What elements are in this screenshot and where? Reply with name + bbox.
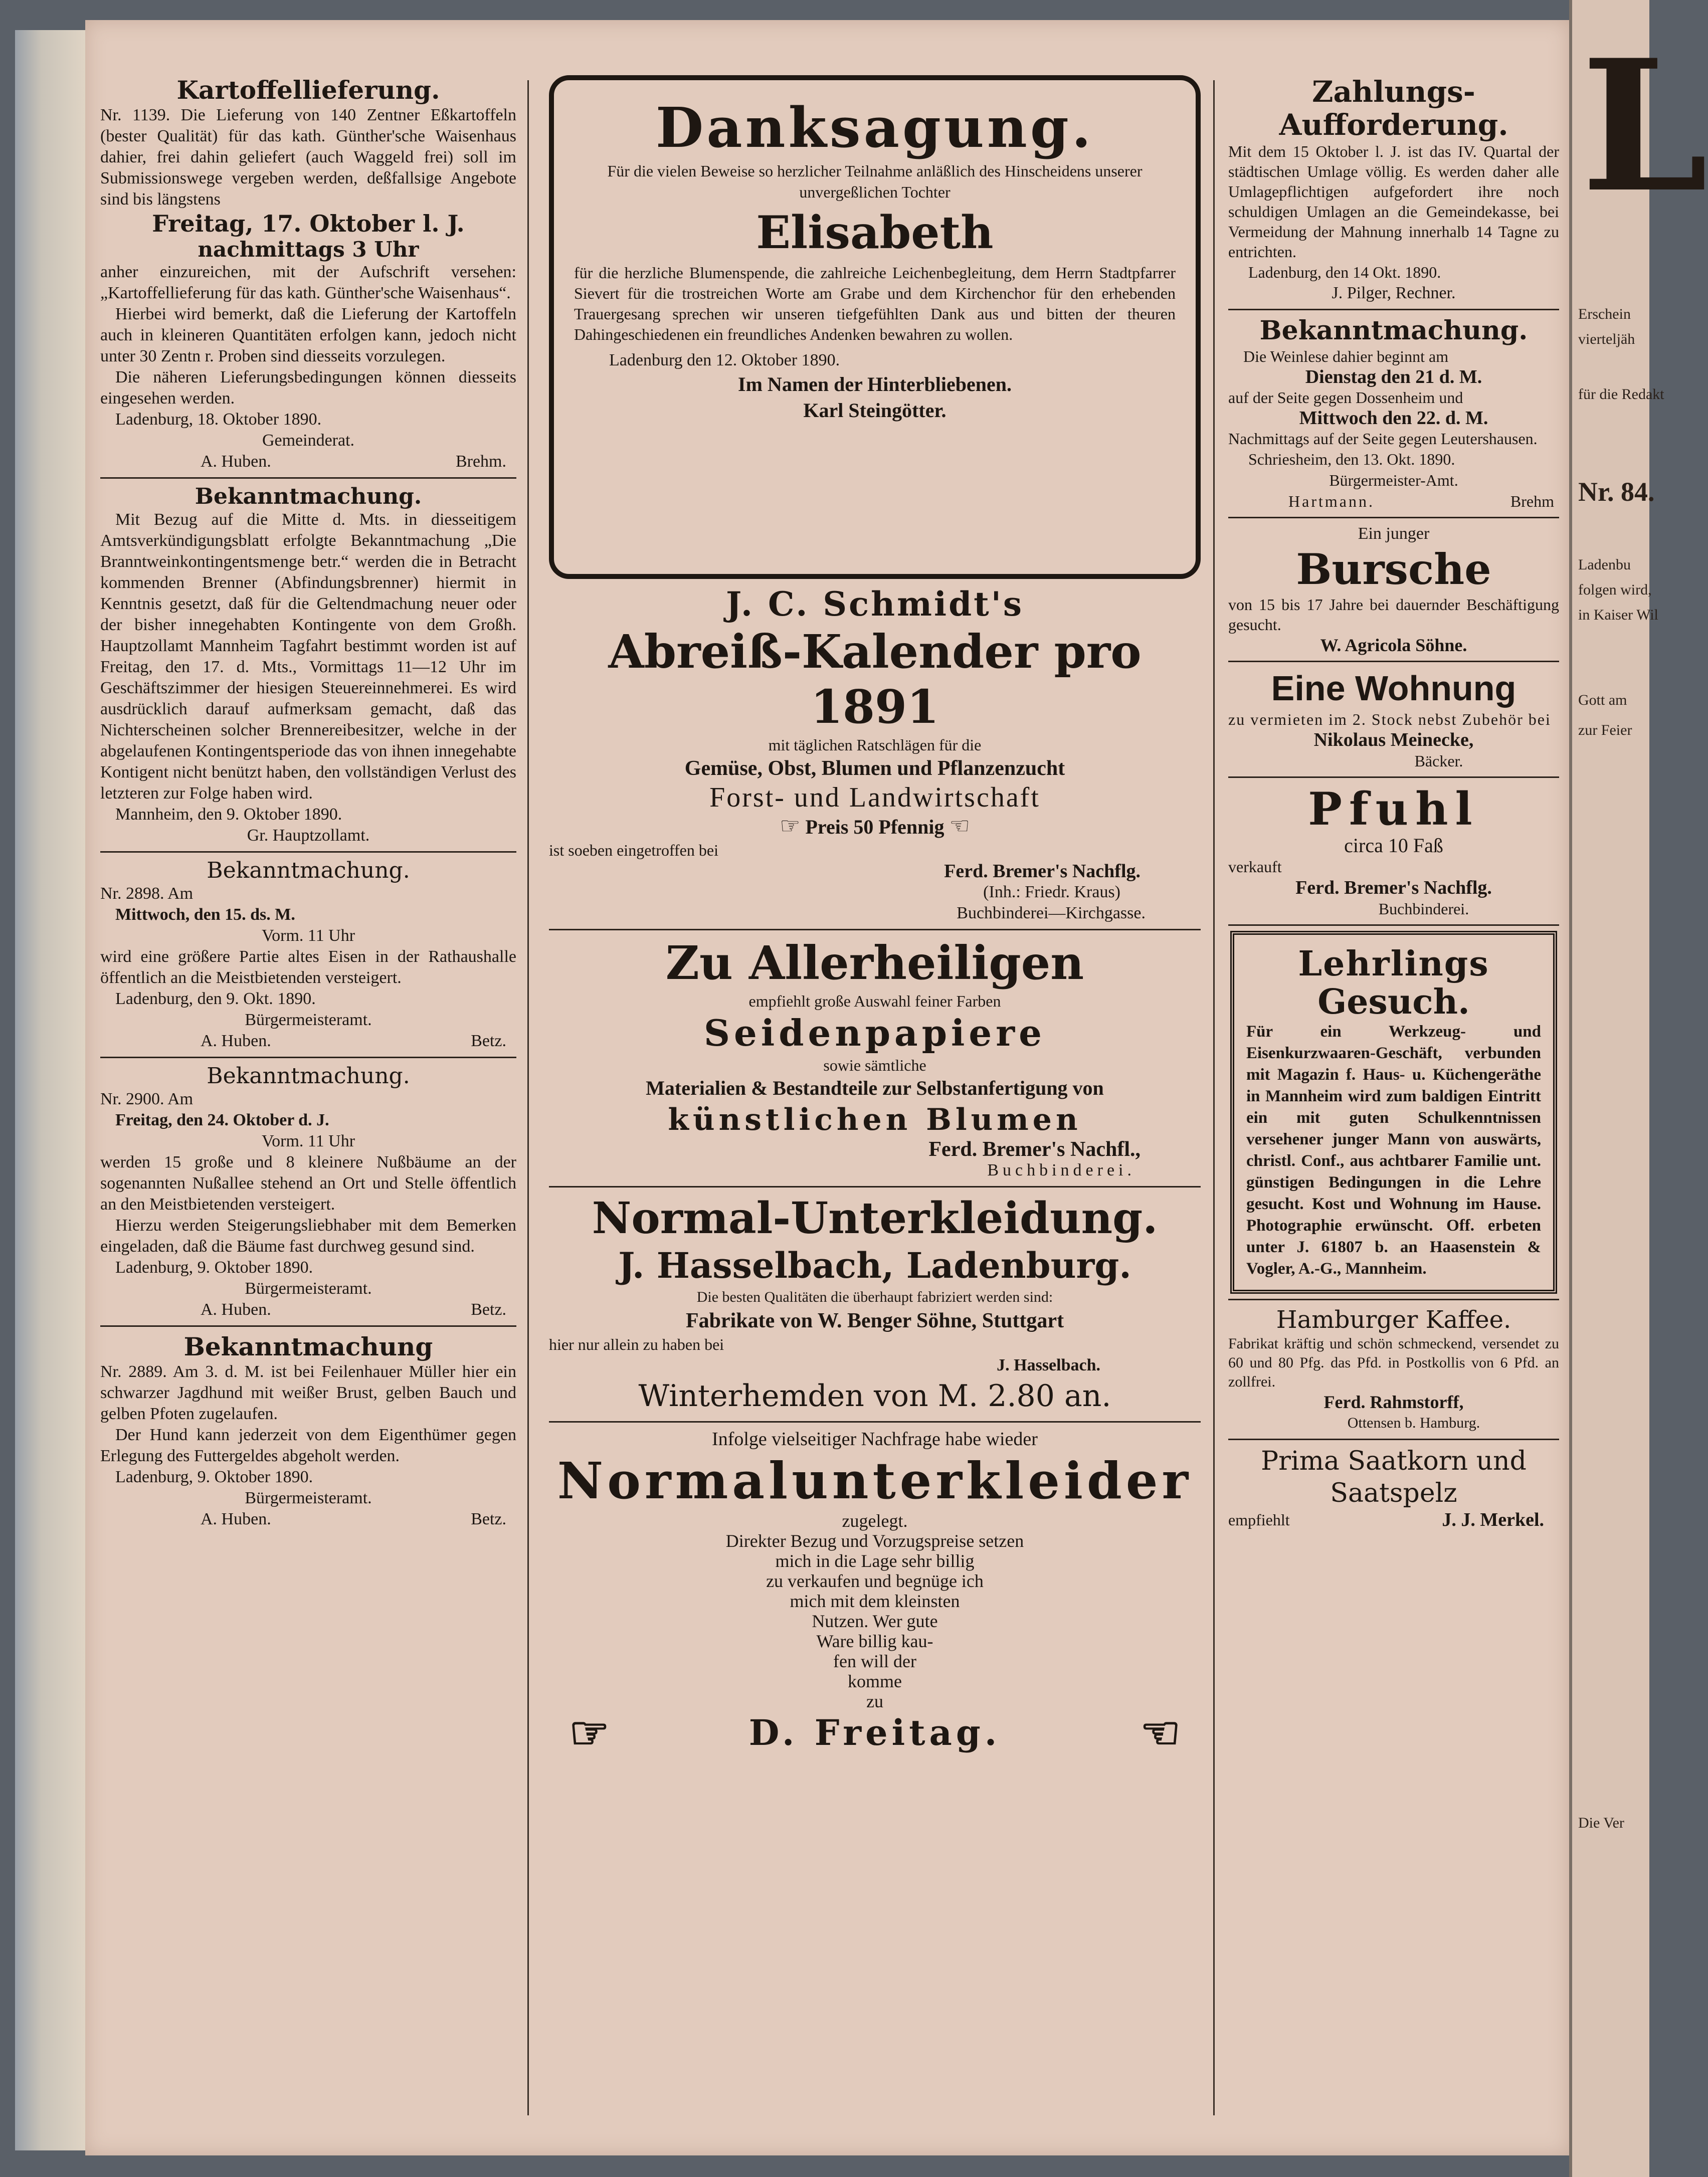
bek2-nr: Nr. 2898. Am (100, 884, 194, 903)
bek2-sign-left: A. Huben. (201, 1032, 271, 1050)
saatkorn-name: J. J. Merkel. (1442, 1509, 1544, 1530)
divider (549, 1421, 1201, 1423)
pointing-hand-right-icon: ☞ (780, 813, 801, 839)
bek3-date: Freitag, den 24. Oktober d. J. (115, 1111, 329, 1129)
divider (1228, 661, 1559, 662)
danksagung-ad (549, 75, 1201, 579)
normal-line3: hier nur allein zu haben bei (549, 1335, 724, 1353)
kaffee-title: Hamburger Kaffee. (1276, 1306, 1511, 1334)
kalender-price-row (549, 814, 1201, 840)
weinlese-place: Schriesheim, den 13. Okt. 1890. (1248, 450, 1455, 468)
allerheiligen-line2: sowie sämtliche (823, 1056, 926, 1074)
kalender-price: Preis 50 Pfennig (805, 816, 944, 838)
bek3-sign-right: Betz. (471, 1300, 506, 1319)
bek4-authority: Bürgermeisteramt. (245, 1489, 372, 1507)
divider (100, 1325, 516, 1327)
saatkorn-footer (1228, 1509, 1559, 1530)
kalender-firm: J. C. Schmidt's (725, 584, 1024, 624)
next-page-masthead-letter: L (1581, 20, 1708, 232)
next-page-fragment: Nr. 84. (1578, 477, 1655, 507)
pfuhl-title: Pfuhl (1308, 782, 1479, 836)
dank-title: Danksagung. (655, 95, 1094, 160)
bek3-sign-left: A. Huben. (201, 1300, 271, 1319)
freitag-line: zugelegt. (842, 1511, 908, 1531)
bek4-body2: Der Hund kann jederzeit von dem Eigenthümer gegen Erlegung des Futtergeldes abgeholt werden. (100, 1426, 516, 1465)
kartoffel-title: Kartoffellieferung. (176, 75, 440, 105)
bek2-time: Vorm. 11 Uhr (261, 926, 355, 945)
dank-signer: Karl Steingötter. (803, 399, 946, 422)
middle-column (549, 75, 1201, 1759)
zahlung-body: Mit dem 15 Oktober l. J. ist das IV. Quartal der städtischen Umlage völlig. Es werden daher alle Umlagepflichtigen aufgefordert ihre noch schuldigen Umlagen an die Gemeindekasse, bei Vermeidung der Mahnung innerhalb 14 Tagne zu entrichten. (1228, 142, 1559, 261)
wohnung-name: Nikolaus Meinecke, (1313, 729, 1474, 750)
pfuhl-verkauft: verkauft (1228, 858, 1282, 876)
allerheiligen-line3: Materialien & Bestandteile zur Selbstanfertigung von (646, 1077, 1104, 1099)
bek1-authority: Gr. Hauptzollamt. (247, 826, 370, 845)
bek2-sign-right: Betz. (471, 1032, 506, 1050)
kartoffel-authority: Gemeinderat. (262, 431, 355, 450)
freitag-firm-row (549, 1706, 1201, 1759)
kalender-shop: Buchbinderei—Kirchgasse. (957, 904, 1146, 922)
saatkorn-title2: Saatspelz (1330, 1478, 1457, 1508)
bursche-title: Bursche (1296, 544, 1491, 594)
bursche-body: von 15 bis 17 Jahre bei dauernder Beschäftigung gesucht. (1228, 596, 1559, 634)
bursche-firm: W. Agricola Söhne. (1320, 635, 1467, 655)
freitag-line: zu verkaufen und begnüge ich (766, 1571, 984, 1591)
column-rule-left (527, 80, 529, 2115)
next-page-fragment: Ladenbu (1578, 556, 1631, 573)
wohnung-trade: Bäcker. (1414, 752, 1463, 770)
weinlese-line3: Nachmittags auf der Seite gegen Leutershausen. (1228, 430, 1538, 448)
bek3-place: Ladenburg, 9. Oktober 1890. (115, 1258, 313, 1277)
kaffee-place: Ottensen b. Hamburg. (1347, 1415, 1480, 1431)
zahlung-title1: Zahlungs- (1312, 75, 1475, 109)
kalender-line2: Gemüse, Obst, Blumen und Pflanzenzucht (684, 757, 1065, 780)
divider (100, 1057, 516, 1058)
bek1-body: Mit Bezug auf die Mitte d. Mts. in diesseitigem Amtsverkündigungsblatt erfolgte Bekanntmachung „Die Branntweinkontingentsmenge betr.“ werden die in Betracht kommenden Brenner (Abfindungsbrenner) hiermit in Kenntnis gesetzt, daß für die Geltendmachung neuer oder der bisher innegehabten Kontingente von dem Großh. Hauptzollamt Mannheim Tagfahrt bestimmt worden ist auf Freitag, den 17. d. Mts., Vormittags 11—12 Uhr im Geschäftszimmer der hiesigen Steuereinnehmerei. Es wird ausdrücklich darauf aufmerksam gemacht, daß das Nichterscheinen solcher Brennereibesitzer, welche in der abgelaufenen Kontingentsperiode das von ihnen innegehabte Kontigent nicht benützt haben, den vollständigen Verlust des letzteren zur Folge haben wird. (100, 510, 516, 803)
next-page-fragment: vierteljäh (1578, 331, 1635, 347)
bek4-signatures (100, 1509, 516, 1530)
bek3-authority: Bürgermeisteramt. (245, 1279, 372, 1298)
weinlese-authority: Bürgermeister-Amt. (1329, 471, 1458, 489)
bek1-title: Bekanntmachung. (195, 484, 422, 509)
bek2-signatures (100, 1031, 516, 1052)
allerheiligen-shop: Buchbinderei. (987, 1161, 1135, 1179)
kalender-seller: Ferd. Bremer's Nachflg. (944, 861, 1141, 882)
weinlese-title: Bekanntmachung. (1259, 315, 1528, 346)
allerheiligen-product: Seidenpapiere (704, 1012, 1046, 1054)
dank-body: für die herzliche Blumenspende, die zahlreiche Leichenbegleitung, dem Herrn Stadtpfarrer Sievert für die trostreichen Worte am Grabe und dem Kirchenchor für den erhebenden Trauergesang sprechen wir unseren tiefgefühlten Dank aus und bitten der theuren Dahingeschiedenen ein freundliches Andenken bewahren zu wollen. (574, 264, 1176, 343)
freitag-title: Normalunterkleider (557, 1451, 1193, 1510)
freitag-line: Direkter Bezug und Vorzugspreise setzen (725, 1531, 1024, 1551)
next-page-fragment: für die Redakt (1578, 386, 1664, 403)
divider (100, 477, 516, 479)
weinlese-line2: auf der Seite gegen Dossenheim und (1228, 388, 1463, 407)
freitag-line: mich in die Lage sehr billig (775, 1551, 975, 1571)
bursche-intro: Ein junger (1358, 524, 1430, 543)
kartoffel-sign-left: A. Huben. (201, 452, 271, 471)
pfuhl-seller: Ferd. Bremer's Nachflg. (1295, 877, 1492, 898)
next-page-fragment: Die Ver (1578, 1815, 1624, 1831)
weinlese-sign-right: Brehm (1510, 492, 1554, 510)
kaffee-name: Ferd. Rahmstorff, (1323, 1392, 1464, 1412)
weinlese-signatures (1228, 491, 1559, 512)
freitag-line: Nutzen. Wer gute (812, 1611, 938, 1631)
kartoffel-place: Ladenburg, 18. Oktober 1890. (115, 410, 322, 429)
allerheiligen-ad (549, 935, 1201, 1181)
pointing-hand-left-icon: ☜ (949, 813, 970, 839)
divider (549, 929, 1201, 930)
freitag-line: Ware billig kau- (816, 1631, 933, 1651)
normal-offer: Winterhemden von M. 2.80 an. (638, 1378, 1111, 1414)
lehrling-title2: Gesuch. (1317, 982, 1470, 1022)
divider (1228, 776, 1559, 778)
freitag-line: mich mit dem kleinsten (790, 1591, 960, 1611)
zahlung-place: Ladenburg, den 14 Okt. 1890. (1248, 263, 1441, 281)
divider (1228, 309, 1559, 310)
allerheiligen-seller: Ferd. Bremer's Nachfl., (928, 1138, 1141, 1161)
eisen-notice (100, 858, 516, 1052)
bursche-ad (1228, 523, 1559, 656)
lehrling-title1: Lehrlings (1298, 944, 1489, 984)
weinlese-date2: Mittwoch den 22. d. M. (1299, 408, 1488, 429)
kartoffel-body4: Die näheren Lieferungsbedingungen können diesseits eingesehen werden. (100, 368, 516, 408)
divider (549, 1186, 1201, 1188)
divider (1228, 517, 1559, 518)
hund-notice (100, 1332, 516, 1530)
kalender-line3: Forst- und Landwirtschaft (709, 782, 1040, 813)
bek3-time: Vorm. 11 Uhr (261, 1132, 355, 1150)
left-column (100, 75, 516, 1530)
pointing-hand-right-icon: ☞ (569, 1706, 610, 1759)
lehrling-ad (1230, 931, 1557, 1294)
bek2-body: wird eine größere Partie altes Eisen in der Rathaushalle öffentlich an die Meistbietenden versteigert. (100, 947, 516, 987)
divider (1228, 1299, 1559, 1300)
pfuhl-ad (1228, 783, 1559, 919)
bek3-nr: Nr. 2900. Am (100, 1090, 194, 1108)
kalender-owner: (Inh.: Friedr. Kraus) (983, 883, 1120, 901)
weinlese-notice (1228, 315, 1559, 512)
next-page-fragment: in Kaiser Wil (1578, 607, 1658, 623)
bek4-title: Bekanntmachung (183, 1332, 433, 1361)
bek3-signatures (100, 1299, 516, 1320)
freitag-line: komme (848, 1671, 902, 1691)
divider (1228, 1439, 1559, 1440)
right-column (1228, 75, 1559, 1530)
nussbaum-notice (100, 1063, 516, 1320)
next-page-fragment: zur Feier (1578, 722, 1632, 738)
divider (1228, 924, 1559, 926)
bek2-date: Mittwoch, den 15. ds. M. (115, 905, 295, 924)
zahlung-title2: Aufforderung. (1279, 108, 1508, 142)
bek3-body: werden 15 große und 8 kleinere Nußbäume an der sogenannten Nußallee stehend an Ort und Stelle öffentlich an den Meistbietenden versteigert. (100, 1153, 516, 1214)
saatkorn-title1: Prima Saatkorn und (1261, 1446, 1527, 1476)
weinlese-line1: Die Weinlese dahier beginnt am (1243, 347, 1449, 365)
normal-title: Normal-Unterkleidung. (592, 1193, 1158, 1244)
branntwein-notice (100, 484, 516, 846)
dank-name: Elisabeth (756, 206, 994, 259)
kartoffel-time: nachmittags 3 Uhr (198, 237, 419, 262)
allerheiligen-line1: empfiehlt große Auswahl feiner Farben (748, 992, 1001, 1010)
allerheiligen-line4: künstlichen Blumen (668, 1102, 1082, 1137)
bek4-place: Ladenburg, 9. Oktober 1890. (115, 1468, 313, 1486)
bek1-place: Mannheim, den 9. Oktober 1890. (115, 805, 342, 824)
kartoffel-date: Freitag, 17. Oktober l. J. (152, 210, 465, 237)
kalender-title: Abreiß-Kalender pro 1891 (608, 625, 1142, 734)
normal-line2: Fabrikate von W. Benger Söhne, Stuttgart (685, 1309, 1064, 1332)
dank-intro: Für die vielen Beweise so herzlicher Teilnahme anläßlich des Hinscheidens unserer unvergeßlichen Tochter (607, 162, 1143, 201)
dank-place: Ladenburg den 12. Oktober 1890. (609, 351, 840, 369)
kalender-ad (549, 584, 1201, 924)
normal-firm: J. Hasselbach, Ladenburg. (618, 1245, 1131, 1286)
bek2-place: Ladenburg, den 9. Okt. 1890. (115, 989, 316, 1008)
allerheiligen-title: Zu Allerheiligen (665, 936, 1084, 990)
pfuhl-shop: Buchbinderei. (1378, 900, 1469, 918)
normal-line1: Die besten Qualitäten die überhaupt fabriziert werden sind: (696, 1289, 1053, 1305)
pointing-hand-left-icon: ☜ (1140, 1706, 1181, 1759)
kartoffel-signatures (100, 451, 516, 472)
next-page-fragment: folgen wird, (1578, 581, 1652, 598)
normal-sign: J. Hasselbach. (997, 1356, 1100, 1374)
kaffee-body: Fabrikat kräftig und schön schmeckend, versendet zu 60 und 80 Pfg. das Pfd. in Postkollis von 6 Pfd. an zollfrei. (1228, 1335, 1559, 1390)
book-edge (15, 30, 90, 2150)
zahlung-sign: J. Pilger, Rechner. (1332, 284, 1456, 302)
kalender-arrived: ist soeben eingetroffen bei (549, 841, 718, 859)
next-page-edge (1569, 0, 1708, 2177)
bek4-sign-right: Betz. (471, 1510, 506, 1528)
saatkorn-ad (1228, 1445, 1559, 1530)
weinlese-sign-left: Hartmann. (1288, 492, 1375, 510)
freitag-line: zu (866, 1691, 883, 1711)
bek3-title: Bekanntmachung. (207, 1063, 410, 1089)
kartoffel-body2: anher einzureichen, mit der Aufschrift versehen: „Kartoffellieferung für das kath. Günther'sche Waisenhaus“. (100, 263, 516, 302)
freitag-firm: D. Freitag. (748, 1712, 1001, 1753)
kartoffel-sign-right: Brehm. (455, 452, 506, 471)
freitag-intro: Infolge vielseitiger Nachfrage habe wieder (712, 1429, 1038, 1450)
wohnung-body: zu vermieten im 2. Stock nebst Zubehör bei (1228, 710, 1551, 728)
divider (100, 851, 516, 853)
weinlese-date1: Dienstag den 21 d. M. (1305, 366, 1482, 387)
column-rule-right (1213, 80, 1215, 2115)
next-page-fragment: Gott am (1578, 692, 1627, 708)
freitag-line: fen will der (833, 1651, 916, 1671)
bek4-sign-left: A. Huben. (201, 1510, 271, 1528)
pfuhl-qty: circa 10 Faß (1344, 834, 1443, 857)
kartoffel-body: Nr. 1139. Die Lieferung von 140 Zentner Eßkartoffeln (bester Qualität) für das kath. Günther'sche Waisenhaus dahier, frei dahin geliefert (auch Waggeld frei) soll im Submissionswege vergeben werden, deßfallsige Angebote sind bis längstens (100, 106, 516, 209)
bek2-authority: Bürgermeisteramt. (245, 1011, 372, 1029)
wohnung-ad (1228, 667, 1559, 771)
kartoffel-body3: Hierbei wird bemerkt, daß die Lieferung der Kartoffeln auch in kleineren Quantitäten erfolgen kann, jedoch nicht unter 30 Zentn r. Proben sind diesseits vorzulegen. (100, 305, 516, 365)
saatkorn-left: empfiehlt (1228, 1511, 1290, 1529)
kartoffel-notice (100, 75, 516, 472)
dank-family: Im Namen der Hinterbliebenen. (738, 373, 1012, 395)
kaffee-ad (1228, 1305, 1559, 1434)
lehrling-body: Für ein Werkzeug- und Eisenkurzwaaren-Geschäft, verbunden mit Magazin f. Haus- u. Küchengeräthe in Mannheim wird zum baldigen Eintritt ein mit guten Schulkenntnissen versehener junger Mann von auswärts, christl. Conf., aus achtbarer Familie unt. günstigen Bedingungen in die Lehre gesucht. Kost und Wohnung im Hause. Photographie erwünscht. Off. erbeten unter J. 61807 b. an Haasenstein & Vogler, A.-G., Mannheim. (1246, 1023, 1541, 1278)
zahlung-notice (1228, 75, 1559, 304)
wohnung-title: Eine Wohnung (1271, 669, 1516, 708)
unterkleidung-ad (549, 1193, 1201, 1416)
kalender-line1: mit täglichen Ratschlägen für die (768, 736, 982, 754)
next-page-fragment: Erschein (1578, 306, 1631, 322)
bek2-title: Bekanntmachung. (207, 858, 410, 883)
freitag-ad (549, 1428, 1201, 1759)
bek3-body2: Hierzu werden Steigerungsliebhaber mit dem Bemerken eingeladen, daß die Bäume fast durchweg gesund sind. (100, 1216, 516, 1256)
bek4-body: Nr. 2889. Am 3. d. M. ist bei Feilenhauer Müller hier ein schwarzer Jagdhund mit weißer Brust, gelben Bauch und gelben Pfoten zugelaufen. (100, 1362, 516, 1423)
